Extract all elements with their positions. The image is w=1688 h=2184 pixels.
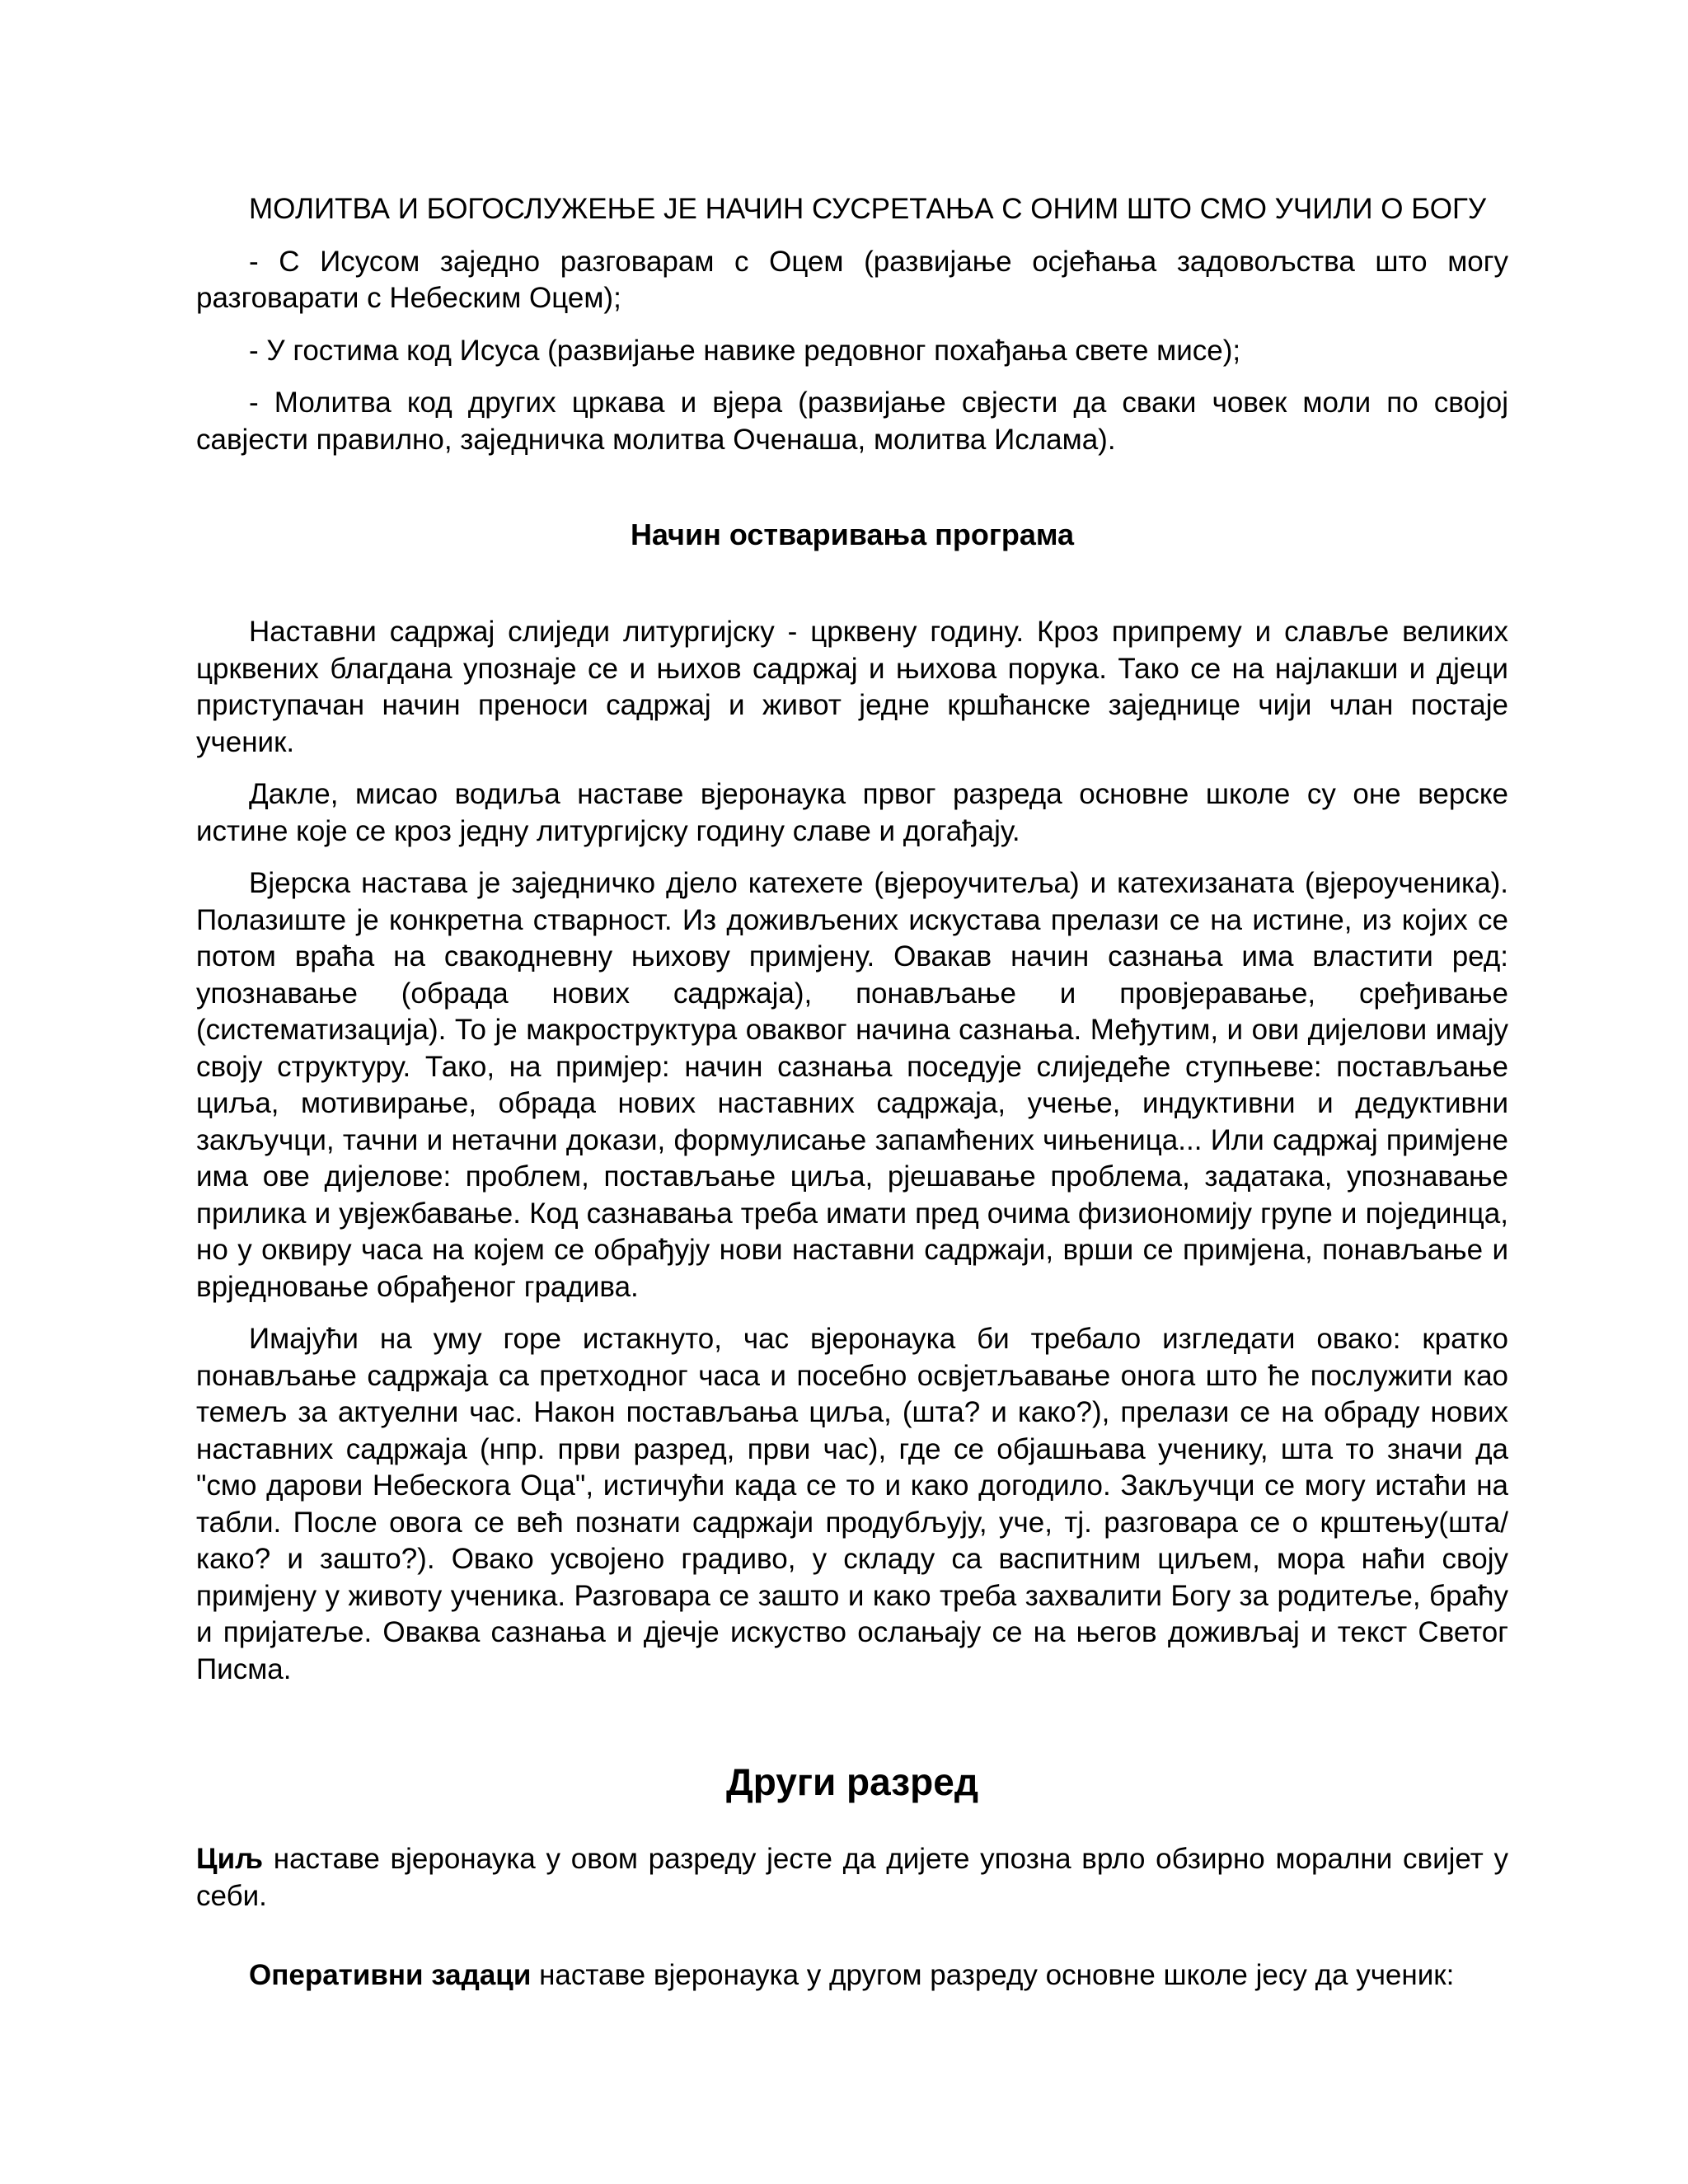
prayer-item: - С Исусом заједно разговарам с Оцем (развијање осјећања задовољства што могу разговарати с Небеским Оцем); (196, 245, 1508, 314)
grade-tasks-paragraph (196, 1957, 1508, 1994)
program-heading: Начин остваривања програма (630, 518, 1075, 551)
goal-text: наставе вјеронаука у овом разреду јесте да дијете упозна врло обзирно морални свијет у себи. (196, 1843, 1508, 1912)
program-paragraph: Наставни садржај слиједи литургијску - црквену годину. Кроз припрему и славље великих црквених благдана упознаје се и њихов садржај и њихова порука. Тако се на најлакши и дјеци приступачан начин преноси садржај и живот једне кршћанске заједнице чији члан постаје ученик. (196, 616, 1508, 758)
program-paragraph: Вјерска настава је заједничко дјело катехете (вјероучитеља) и катехизаната (вјероученика). Полазиште је конкретна стварност. Из доживљених искустава прелази се на истине, из којих се потом враћа на свакодневну њихову примјену. Овакав начин сазнања има властити ред: упознавање (обрада нових садржаја), понављање и провјеравање, сређивање (систематизација). То је макроструктура оваквог начина сазнања. Међутим, и ови дијелови имају своју структуру. Тако, на примјер: начин сазнања поседује слиједеће ступњеве: постављање циља, мотивирање, обрада нових наставних садржаја, учење, индуктивни и дедуктивни закључци, тачни и нетачни докази, формулисање запамћених чињеница... Или садржај примјене има ове дијелове: проблем, постављање циља, рјешавање проблема, задатака, упознавање прилика и увјежбавање. Код сазнавања треба имати пред очима физиономију групе и појединца, но у оквиру часа на којем се обрађују нови наставни садржаји, врши се примјена, понављање и врједновање обрађеног градива. (196, 867, 1508, 1303)
prayer-item: - Молитва код других цркава и вјера (развијање свјести да сваки човек моли по својој савјести правилно, заједничка молитва Оченаша, молитва Ислама). (196, 387, 1508, 456)
goal-label: Циљ (196, 1843, 263, 1875)
program-paragraph: Имајући на уму горе истакнуто, час вјеронаука би требало изгледати овако: кратко понављање садржаја са претходног часа и посебно освјетљавање оногa што ће послужити као темељ за актуелни час. Након постављања циља, (шта? и како?), прелази се на обраду нових наставних садржаја (нпр. први разред, први час), где се објашњава ученику, шта то значи да "смо дарови Небескога Оца", истичући када се то и како догодило. Закључци се могу истаћи на табли. После овога се већ познати садржаји продубљују, уче, тј. разговара се о крштењу(шта/ како? и зашто?). Овако усвојено градиво, у складу са васпитним циљем, мора наћи своју примјену у животу ученика. Разговара се зашто и како треба захвалити Богу за родитеље, браћу и пријатеље. Оваква сазнања и дјечје искуство ослањају се на његов доживљај и текст Светог Писма. (196, 1323, 1508, 1685)
prayer-section-heading: МОЛИТВА И БОГОСЛУЖЕЊЕ ЈЕ НАЧИН СУСРЕТАЊА С ОНИМ ШТО СМО УЧИЛИ О БОГУ (249, 193, 1487, 225)
grade-goal-paragraph (196, 1841, 1508, 1915)
tasks-text: наставе вјеронаука у другом разреду основне школе јесу да ученик: (531, 1959, 1455, 1991)
program-paragraph: Дакле, мисао водиља наставе вјеронаука првог разреда основне школе су оне верске истине које се кроз једну литургијску годину славе и догађају. (196, 778, 1508, 847)
tasks-label: Оперативни задаци (249, 1959, 532, 1991)
document-page (196, 191, 1508, 1994)
prayer-item: - У гостима код Исуса (развијање навике редовног похађања свете мисе); (249, 334, 1241, 367)
grade-two-heading: Други разред (725, 1760, 979, 1803)
